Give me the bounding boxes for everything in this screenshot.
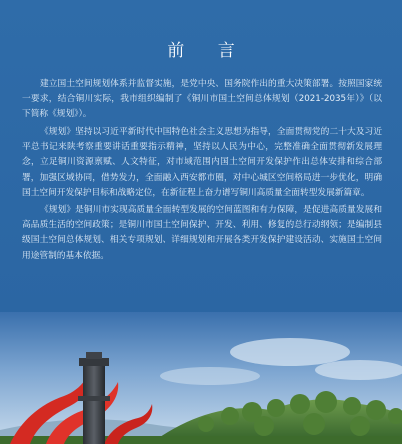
page-title: 前 言 (167, 41, 249, 61)
cloud (160, 367, 260, 385)
cloud (230, 338, 350, 366)
preface-paragraph-3: 《规划》是铜川市实现高质量全面转型发展的空间蓝图和有力保障，是促进高质量发展和高品质生活的空间政策；是铜川市国土空间保护、开发、利用、修复的总行动纲领；是编制县级国土空间总体规划、相关专项规划、详细规划和开展各类开发保护建设活动、实施国土空间用途管制的基本依据。 (22, 205, 382, 261)
preface-paragraph-2: 《规划》坚持以习近平新时代中国特色社会主义思想为指导，全面贯彻党的二十大及习近平总书记来陕考察重要讲话重要指示精神，坚持以人民为中心，完整准确全面贯彻新发展理念，立足铜川资源禀赋、人文特征，对市域范围内国土空间开发保护作出总体安排和综合部署，加强区域协同，借势发力，全面融入西安都市圈，对中心城区空间格局进一步优化，明确国土空间开发保护目标和战略定位，在新征程上奋力谱写铜川高质量全面转型发展新篇章。 (22, 127, 382, 198)
cloud (315, 360, 402, 380)
city-sculpture-photo (0, 312, 402, 444)
preface-paragraph-1: 建立国土空间规划体系并监督实施，是党中央、国务院作出的重大决策部署。按照国家统一要求，结合铜川实际，我市组织编制了《铜川市国土空间总体规划（2021-2035年）》（以下简称《规划》）。 (22, 79, 382, 120)
